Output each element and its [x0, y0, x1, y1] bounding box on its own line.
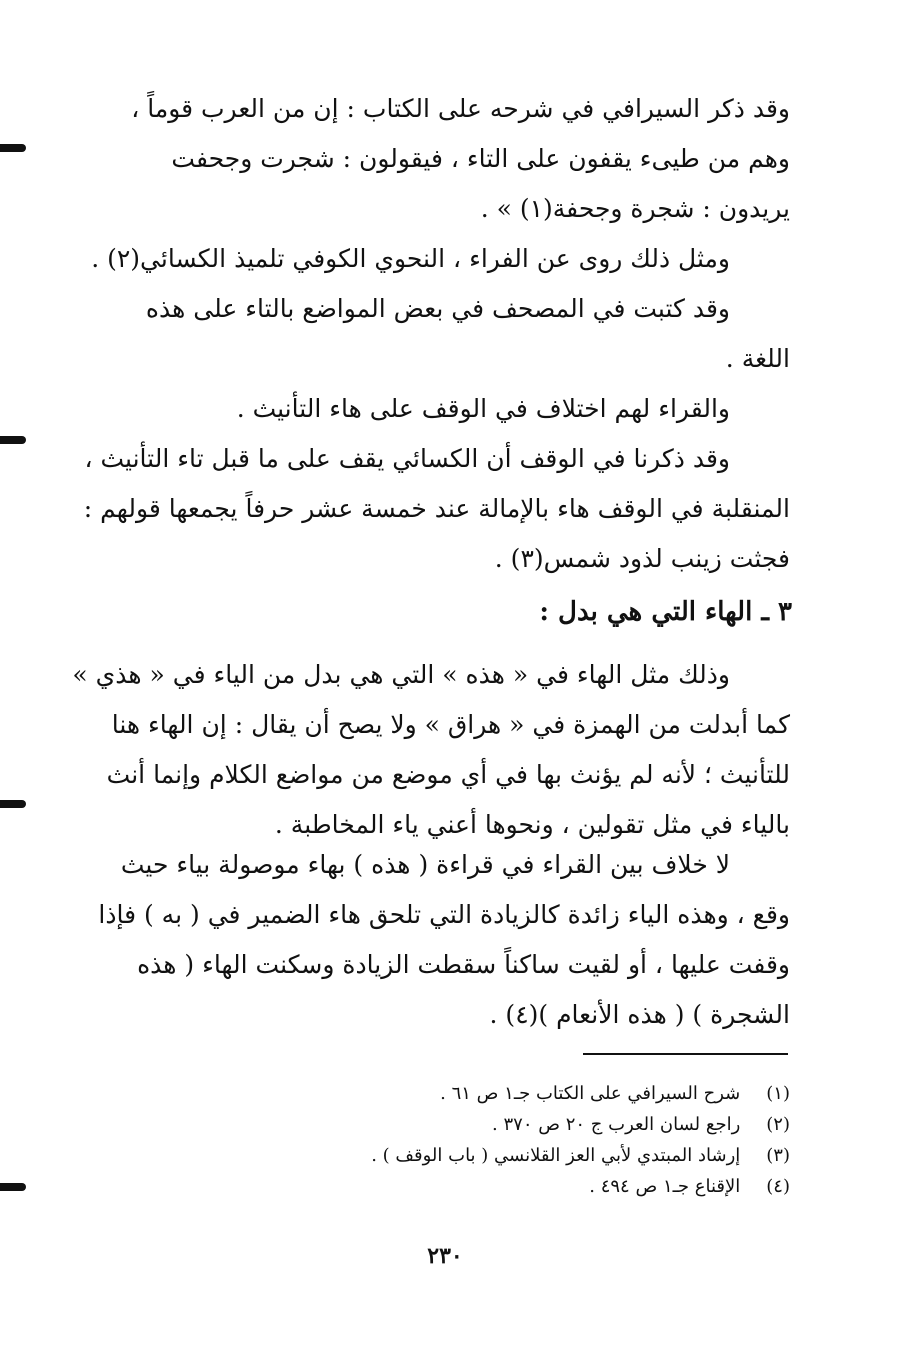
footnote-divider — [583, 1053, 788, 1055]
footnotes — [300, 1078, 790, 1202]
paragraph-4 — [72, 650, 790, 850]
binding-mark — [0, 436, 26, 444]
section-heading: ٣ ـ الهاء التي هي بدل : — [539, 597, 792, 627]
footnote-text: راجع لسان العرب ج ٢٠ ص ٣٧٠ . — [492, 1114, 741, 1135]
text-line: للتأنيث ؛ لأنه لم يؤنث بها في أي موضع من مواضع الكلام وإنما أنث — [106, 760, 790, 789]
paragraph-2 — [91, 234, 790, 434]
footnote-item — [300, 1078, 790, 1109]
paragraph-5 — [100, 840, 790, 1040]
footnote-number: (٤) — [766, 1176, 790, 1197]
footnote-text: شرح السيرافي على الكتاب جـ١ ص ٦١ . — [440, 1083, 741, 1104]
text-line: وذلك مثل الهاء في « هذه » التي هي بدل من الياء في « هذي » — [72, 660, 730, 689]
binding-mark — [0, 144, 26, 152]
binding-mark — [0, 800, 26, 808]
text-line: وقد ذكر السيرافي في شرحه على الكتاب : إن من العرب قوماً ، — [131, 94, 790, 123]
text-line: الشجرة ) ( هذه الأنعام )(٤) . — [489, 1000, 790, 1029]
text-line: وقد ذكرنا في الوقف أن الكسائي يقف على ما قبل تاء التأنيث ، — [84, 444, 730, 473]
footnote-number: (٢) — [766, 1114, 790, 1135]
footnote-text: إرشاد المبتدي لأبي العز القلانسي ( باب الوقف ) . — [371, 1145, 741, 1166]
footnote-item — [300, 1140, 790, 1171]
paragraph-3 — [83, 434, 790, 584]
text-line: وقفت عليها ، أو لقيت ساكناً سقطت الزيادة وسكنت الهاء ( هذه — [137, 950, 790, 979]
binding-mark — [0, 1183, 26, 1191]
footnote-number: (٣) — [766, 1145, 790, 1166]
text-line: كما أبدلت من الهمزة في « هراق » ولا يصح أن يقال : إن الهاء هنا — [111, 710, 790, 739]
text-line: بالياء في مثل تقولين ، ونحوها أعني ياء المخاطبة . — [274, 810, 790, 839]
text-line: يريدون : شجرة وجحفة(١) » . — [480, 194, 790, 223]
paragraph-1 — [100, 84, 790, 234]
text-line: اللغة . — [725, 344, 790, 373]
text-line: والقراء لهم اختلاف في الوقف على هاء التأنيث . — [236, 394, 730, 423]
footnote-item — [300, 1171, 790, 1202]
text-line: وهم من طيىء يقفون على التاء ، فيقولون : شجرت وجحفت — [171, 144, 790, 173]
footnote-item — [300, 1109, 790, 1140]
text-line: فجثت زينب لذود شمس(٣) . — [494, 544, 790, 573]
text-line: ومثل ذلك روى عن الفراء ، النحوي الكوفي تلميذ الكسائي(٢) . — [91, 244, 730, 273]
text-line: المنقلبة في الوقف هاء بالإمالة عند خمسة عشر حرفاً يجمعها قولهم : — [83, 494, 790, 523]
footnote-text: الإقناع جـ١ ص ٤٩٤ . — [589, 1176, 741, 1197]
footnote-number: (١) — [766, 1083, 790, 1104]
text-line: لا خلاف بين القراء في قراءة ( هذه ) بهاء موصولة بياء حيث — [120, 850, 730, 879]
text-line: وقع ، وهذه الياء زائدة كالزيادة التي تلحق هاء الضمير في ( به ) فإذا — [98, 900, 790, 929]
page-number: ٢٣٠ — [427, 1243, 463, 1269]
text-line: وقد كتبت في المصحف في بعض المواضع بالتاء على هذه — [145, 294, 730, 323]
